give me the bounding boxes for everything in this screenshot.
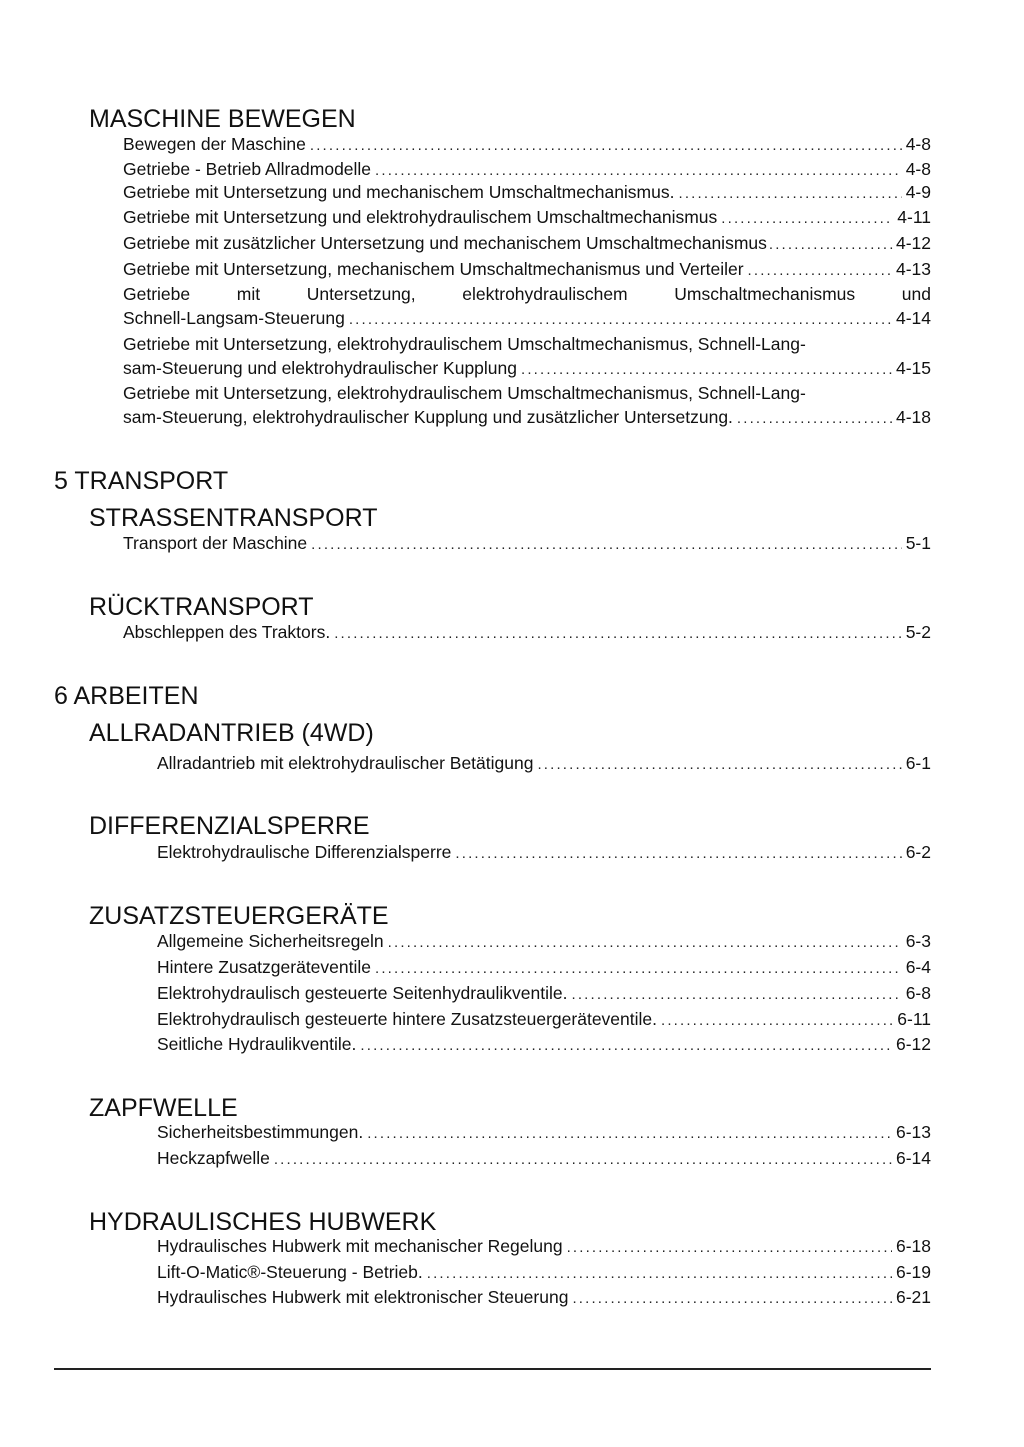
dot-leader	[678, 182, 901, 206]
toc-entry[interactable]	[157, 1285, 931, 1309]
toc-entry-page: 5-1	[905, 533, 931, 553]
toc-entry-line-1: Getriebe mit Untersetzung, elektrohydraulischem Umschaltmechanismus, Schnell-Lang-	[123, 334, 806, 354]
toc-entry-text: Getriebe mit Untersetzung und mechanischem Umschaltmechanismus.	[123, 182, 675, 202]
toc-entry-text: Hydraulisches Hubwerk mit mechanischer Regelung	[157, 1236, 563, 1256]
toc-entry[interactable]	[123, 381, 931, 429]
dot-leader	[572, 983, 902, 1007]
toc-entry[interactable]	[157, 955, 931, 979]
section-title-maschine-bewegen: MASCHINE BEWEGEN	[89, 105, 356, 133]
toc-entry-page: 4-15	[895, 358, 931, 378]
word: mit	[236, 284, 261, 304]
section-title-differenzialsperre: DIFFERENZIALSPERRE	[89, 812, 370, 840]
toc-entry-page: 4-8	[905, 134, 931, 154]
toc-entry-page: 4-11	[897, 207, 931, 227]
dot-leader	[388, 931, 902, 955]
toc-entry[interactable]	[157, 1120, 931, 1144]
toc-entry[interactable]	[123, 205, 931, 229]
toc-entry-text: Schnell-Langsam-Steuerung	[123, 308, 345, 328]
toc-entry-text: Getriebe mit zusätzlicher Untersetzung und mechanischem Umschaltmechanismus	[123, 233, 767, 253]
toc-entry-text: Abschleppen des Traktors.	[123, 622, 331, 642]
toc-entry-page: 6-1	[905, 753, 931, 773]
dot-leader	[769, 233, 894, 257]
toc-entry-text: Transport der Maschine	[123, 533, 308, 553]
toc-entry-page: 4-18	[895, 407, 931, 427]
word: Umschaltmechanismus	[674, 284, 856, 304]
chapter-title-5: 5 TRANSPORT	[54, 467, 229, 495]
toc-entry-text: Bewegen der Maschine	[123, 134, 306, 154]
toc-entry-page: 4-8	[905, 159, 931, 179]
dot-leader	[737, 407, 892, 431]
toc-entry[interactable]	[123, 282, 931, 330]
toc-entry[interactable]	[123, 157, 931, 181]
word: elektrohydraulischem	[462, 284, 628, 304]
toc-entry-page: 6-11	[897, 1009, 931, 1029]
section-title-hydraulisches-hubwerk: HYDRAULISCHES HUBWERK	[89, 1208, 437, 1236]
dot-leader	[375, 957, 902, 981]
toc-entry-text: sam-Steuerung, elektrohydraulischer Kupplung und zusätzlicher Untersetzung.	[123, 407, 733, 427]
toc-entry[interactable]	[123, 620, 931, 644]
toc-entry-text: Heckzapfwelle	[157, 1148, 270, 1168]
toc-entry-text: Allgemeine Sicherheitsregeln	[157, 931, 384, 951]
word: Getriebe	[123, 284, 191, 304]
toc-entry[interactable]	[157, 981, 931, 1005]
dot-leader	[310, 134, 902, 158]
dot-leader	[661, 1009, 893, 1033]
toc-entry-page: 6-21	[895, 1287, 931, 1307]
toc-entry-text: Elektrohydraulisch gesteuerte hintere Zusatzsteuergeräteventile.	[157, 1009, 657, 1029]
toc-entry[interactable]	[123, 132, 931, 156]
toc-entry-text: sam-Steuerung und elektrohydraulischer Kupplung	[123, 358, 517, 378]
toc-entry-text: Allradantrieb mit elektrohydraulischer Betätigung	[157, 753, 534, 773]
section-title-zusatzsteuergeraete: ZUSATZSTEUERGERÄTE	[89, 902, 389, 930]
dot-leader	[537, 753, 901, 777]
toc-entry-text: Hintere Zusatzgeräteventile	[157, 957, 371, 977]
toc-entry-line-2	[123, 405, 931, 429]
toc-entry-line-2	[123, 306, 931, 330]
dot-leader	[274, 1148, 892, 1172]
toc-entry-page: 5-2	[905, 622, 931, 642]
toc-entry[interactable]	[157, 1146, 931, 1170]
toc-entry-page: 6-12	[895, 1034, 931, 1054]
section-title-allradantrieb: ALLRADANTRIEB (4WD)	[89, 719, 374, 747]
toc-entry[interactable]	[123, 531, 931, 555]
toc-entry-text: Lift-O-Matic®-Steuerung - Betrieb.	[157, 1262, 423, 1282]
chapter-title-6: 6 ARBEITEN	[54, 682, 199, 710]
dot-leader	[567, 1236, 892, 1260]
word: Untersetzung,	[306, 284, 416, 304]
toc-entry-text: Elektrohydraulische Differenzialsperre	[157, 842, 452, 862]
toc-entry-text: Getriebe - Betrieb Allradmodelle	[123, 159, 372, 179]
dot-leader	[311, 533, 902, 557]
dot-leader	[748, 259, 892, 283]
toc-entry-page: 6-18	[895, 1236, 931, 1256]
toc-entry-text: Getriebe mit Untersetzung und elektrohydraulischem Umschaltmechanismus	[123, 207, 718, 227]
section-title-ruecktransport: RÜCKTRANSPORT	[89, 593, 314, 621]
toc-entry[interactable]	[123, 332, 931, 380]
toc-entry-page: 4-13	[895, 259, 931, 279]
toc-entry-text: Elektrohydraulisch gesteuerte Seitenhydraulikventile.	[157, 983, 568, 1003]
dot-leader	[367, 1122, 892, 1146]
toc-entry-line-1	[123, 282, 931, 306]
toc-entry-page: 6-3	[905, 931, 931, 951]
word: und	[901, 284, 931, 304]
toc-entry[interactable]	[123, 180, 931, 204]
dot-leader	[521, 358, 892, 382]
toc-entry-page: 6-2	[905, 842, 931, 862]
dot-leader	[334, 622, 902, 646]
toc-entry-page: 6-4	[905, 957, 931, 977]
toc-entry[interactable]	[157, 929, 931, 953]
dot-leader	[360, 1034, 892, 1058]
dot-leader	[455, 842, 901, 866]
toc-entry-page: 6-14	[895, 1148, 931, 1168]
toc-entry-page: 4-9	[905, 182, 931, 202]
toc-entry[interactable]	[157, 1032, 931, 1056]
toc-entry[interactable]	[157, 1234, 931, 1258]
dot-leader	[721, 207, 893, 231]
toc-entry[interactable]	[157, 751, 931, 775]
toc-entry-line-1: Getriebe mit Untersetzung, elektrohydraulischem Umschaltmechanismus, Schnell-Lang-	[123, 383, 806, 403]
dot-leader	[427, 1262, 892, 1286]
footer-rule	[54, 1368, 931, 1370]
toc-entry-text: Seitliche Hydraulikventile.	[157, 1034, 357, 1054]
toc-entry-line-2	[123, 356, 931, 380]
toc-entry[interactable]	[157, 1260, 931, 1284]
toc-entry-text: Getriebe mit Untersetzung, mechanischem Umschaltmechanismus und Verteiler	[123, 259, 744, 279]
toc-entry[interactable]	[157, 840, 931, 864]
toc-entry-page: 6-19	[895, 1262, 931, 1282]
toc-entry[interactable]	[123, 231, 931, 255]
toc-entry[interactable]	[123, 257, 931, 281]
toc-entry-page: 4-14	[895, 308, 931, 328]
toc-entry-text: Hydraulisches Hubwerk mit elektronischer Steuerung	[157, 1287, 569, 1307]
section-title-zapfwelle: ZAPFWELLE	[89, 1094, 238, 1122]
dot-leader	[349, 308, 892, 332]
section-title-strassentransport: STRASSENTRANSPORT	[89, 504, 378, 532]
toc-entry-text: Sicherheitsbestimmungen.	[157, 1122, 364, 1142]
toc-entry-page: 6-8	[905, 983, 931, 1003]
toc-entry-page: 4-12	[895, 233, 931, 253]
toc-entry[interactable]	[157, 1007, 931, 1031]
dot-leader	[572, 1287, 892, 1311]
toc-entry-page: 6-13	[895, 1122, 931, 1142]
